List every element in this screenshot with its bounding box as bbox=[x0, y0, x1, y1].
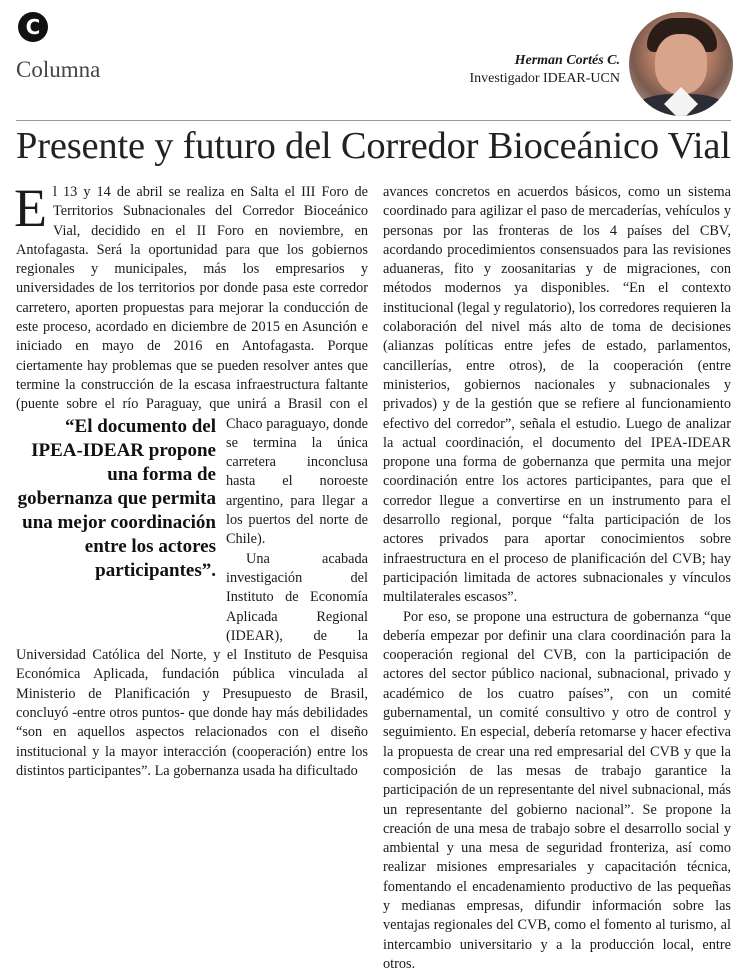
article-paragraph-2-cont: avances concretos en acuerdos básicos, como un sistema coordinado para agilizar el paso de mercaderías, vehículos y personas por las fronteras de los 4 países del CBV, acordando procedimientos consensuados para las revisiones aduaneras, fito y zoosanitarias y de migraciones, con métodos modernos ya disponibles. “En el contexto institucional (legal y regulatorio), los corredores requieren la colaboración del nivel más alto de toma de decisiones (alianzas políticas entre jefes de estado, parlamentos, cancillerías, entre otros), de la cooperación (entre ministerios, gobiernos nacionales y subnacionales y privados) y de la gestión que se refiere al funcionamiento efectivo del corredor”, señala el estudio. Luego de analizar la actual coordinación, el documento del IPEA-IDEAR propone una forma de gobernanza que permita una mejor coordinación entre los actores participantes, para que el corredor llegue a convertirse en un instrumento para el desarrollo regional, porque “falta participación de los actores privados para aportar conocimientos sobre infraestructura en el proceso de planificación del CVB; hay participación limitada de actores subnacionales y vínculos multilaterales escasos”. bbox=[383, 184, 731, 606]
author-role: Investigador IDEAR-UCN bbox=[469, 71, 620, 86]
article-paragraph-1-cont: que unirá a Brasil con el Chaco paraguayo, donde se termina la única carretera inconclusa hasta el noroeste argentino, para llegar a los puertos del norte de Chile). bbox=[209, 396, 368, 548]
author-block bbox=[470, 53, 620, 87]
column-badge-icon: C bbox=[18, 12, 48, 42]
section-label: Columna bbox=[16, 57, 101, 82]
article-paragraph-1: l 13 y 14 de abril se realiza en Salta el III Foro de Territorios Subnacionales del Corredor Bioceánico Vial, decidido en el II Foro en noviembre, en Antofagasta. Será la oportunidad para que los gobiernos regionales y municipales, más los empresarios y universidades de los territorios por donde pasa este corredor carretero, aporten propuestas para mejorar la conducción de este proceso, acordado en diciembre de 2015 en Asunción e iniciado en mayo de 2016 en Antofagasta. Porque ciertamente hay problemas que se pueden resolver antes que termine la construcción de la escasa infraestructura faltante (puente sobre el río Paraguay, bbox=[16, 184, 368, 413]
header-divider bbox=[16, 120, 731, 121]
author-portrait-icon bbox=[629, 12, 733, 116]
article-paragraph-3: Por eso, se propone una estructura de gobernanza “que debería empezar por definir una clara coordinación para la cooperación regional del CVB, con la participación de actores del sector público nacional, subnacional, privado y académico de los cuatro países”, con un comité gubernamental, un comité consultivo y otro de control y seguimiento. En especial, debería retomarse y hacer efectiva la propuesta de crear una red empresarial del CVB y que la composición de las mesas de trabajo garantice la participación de un representante del nivel subnacional, más un representante del gobierno nacional”. Se propone la creación de una mesa de trabajo sobre el desarrollo social y ambiental y una mesa de seguridad fronteriza, así como realizar misiones empresariales y capacitación técnica, fomentando el encadenamiento productivo de las pequeñas y medianas empresas, difundir información sobre las ventajas regionales del CVB, como el fomento al turismo, al intercambio universitario y a la producción local, entre otros. bbox=[383, 608, 731, 972]
article-column-1 bbox=[14, 178, 368, 781]
pull-quote: “El documento del IPEA-IDEAR propone una forma de gobernanza que permita una mejor coordinación entre los actores participantes”. bbox=[17, 415, 216, 581]
article-column-2 bbox=[383, 183, 731, 974]
article-headline: Presente y futuro del Corredor Bioceánico Vial bbox=[16, 125, 731, 167]
drop-cap: E bbox=[14, 178, 47, 238]
author-name: Herman Cortés C. bbox=[514, 53, 620, 68]
article-paragraph-2: Una acabada investigación del Instituto de Economía Aplicada Regional (IDEAR), de la Universidad Católica del Norte, y el Instituto de Pesquisa Económica Aplicada, fundación pública vinculada al Ministerio de Planificación y Presupuesto de Brasil, concluyó -entre otros puntos- que donde hay más debilidades “son en aquellos aspectos relacionados con el diseño institucional y la mayor interacción (cooperación) entre los distintos participantes”. La gobernanza usada ha dificultado bbox=[16, 550, 368, 779]
